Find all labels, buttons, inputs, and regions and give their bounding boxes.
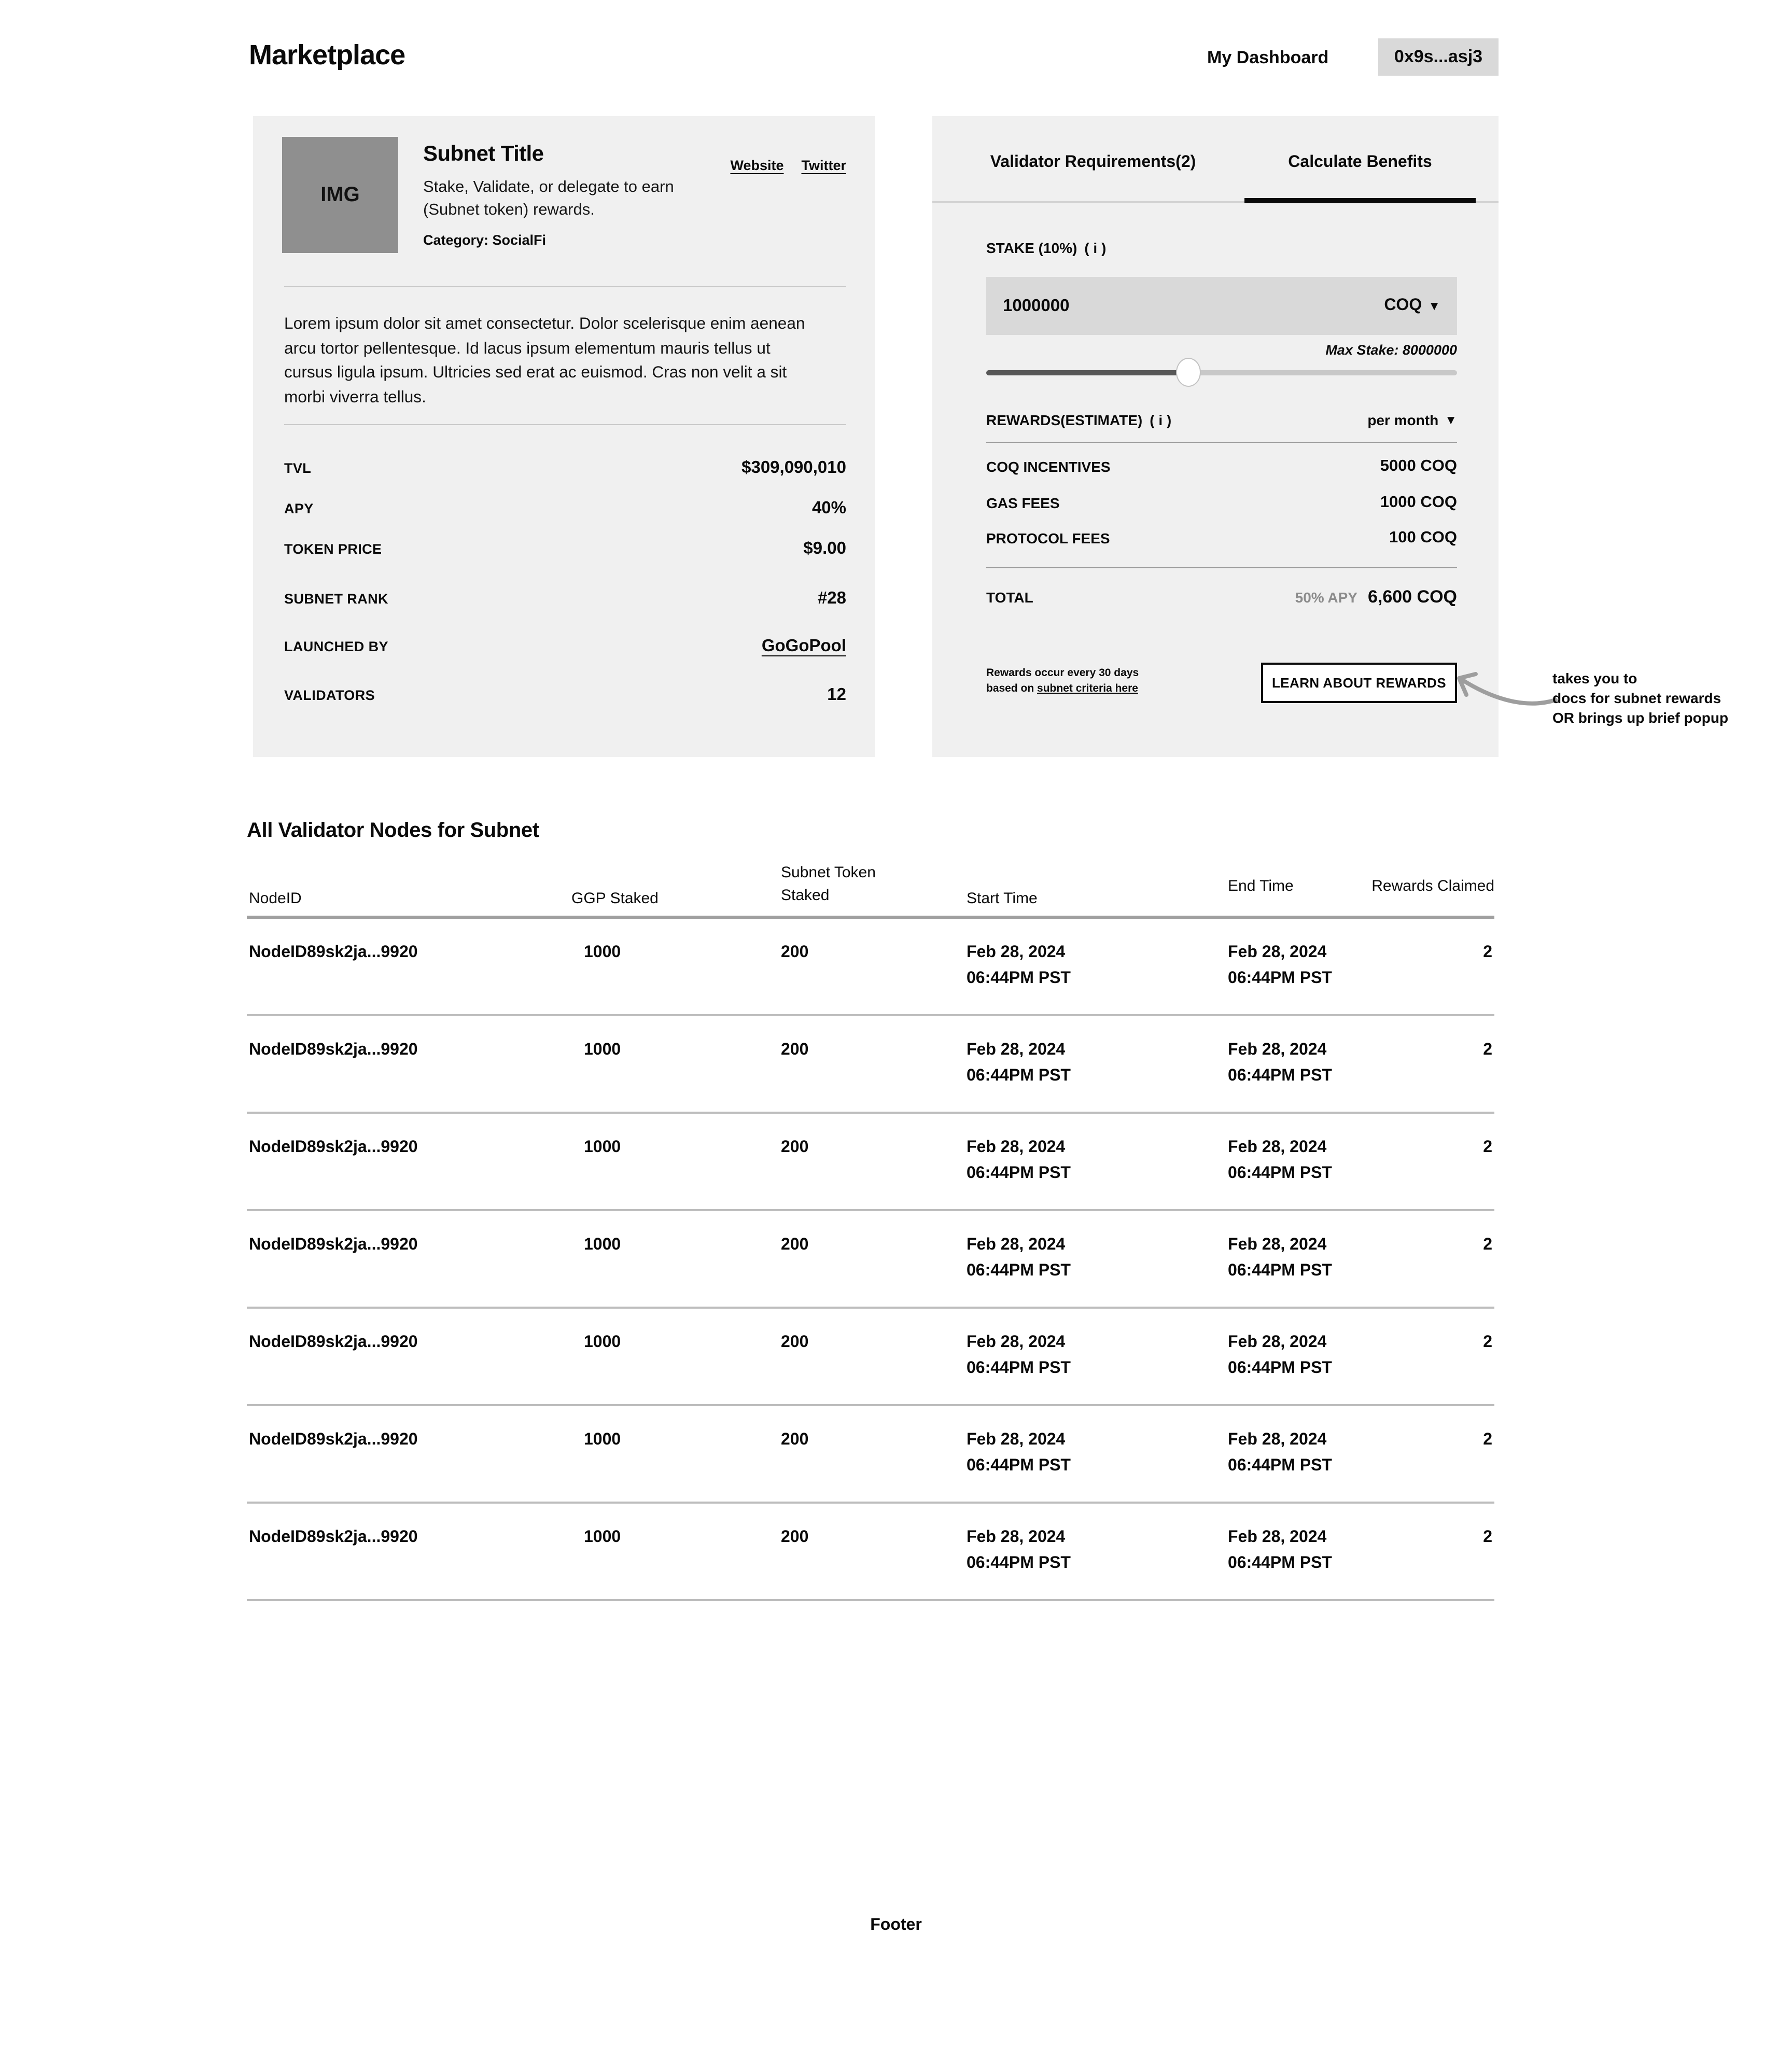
learn-about-rewards-button[interactable] bbox=[1261, 663, 1457, 703]
stat-row-apy bbox=[284, 498, 846, 518]
stat-row-tvl bbox=[284, 457, 846, 478]
slider-thumb[interactable] bbox=[1176, 358, 1201, 387]
cell-ggp-staked: 1000 bbox=[584, 1236, 621, 1254]
rewards-footer-row bbox=[986, 663, 1457, 703]
table-row bbox=[247, 1211, 1494, 1309]
end-time: 06:44PM PST bbox=[1228, 970, 1332, 987]
cell-subnet-token-staked: 200 bbox=[781, 1529, 809, 1546]
cell-subnet-token-staked: 200 bbox=[781, 944, 809, 961]
end-date: Feb 28, 2024 bbox=[1228, 1236, 1327, 1254]
table-row bbox=[247, 1504, 1494, 1601]
total-values bbox=[1295, 587, 1457, 608]
cell-subnet-token-staked: 200 bbox=[781, 1431, 809, 1449]
start-date: Feb 28, 2024 bbox=[967, 1529, 1066, 1546]
table-row bbox=[247, 919, 1494, 1016]
subnet-description: Lorem ipsum dolor sit amet consectetur. Dolor scelerisque enim aenean arcu tortor pellentesque. Id lacus ipsum elementum mauris tellus ut cursus ligula ipsum. Ultricies sed erat ac euismod. Cras non velit a sit morbi viverra tellus. bbox=[284, 315, 805, 406]
reward-row-value: 5000 COQ bbox=[1380, 457, 1457, 475]
stat-row-validators bbox=[284, 684, 846, 705]
cell-rewards-claimed: 2 bbox=[1483, 1334, 1492, 1351]
cell-rewards-claimed: 2 bbox=[1483, 1236, 1492, 1254]
cell-end-time bbox=[1228, 1504, 1398, 1599]
max-stake-label: Max Stake: 8000000 bbox=[1325, 342, 1457, 358]
annotation-arrow-icon bbox=[1448, 664, 1560, 713]
end-date: Feb 28, 2024 bbox=[1228, 1139, 1327, 1156]
period-dropdown[interactable] bbox=[1367, 412, 1457, 428]
stat-label: TOKEN PRICE bbox=[284, 541, 382, 556]
end-date: Feb 28, 2024 bbox=[1228, 1041, 1327, 1059]
stake-label-row bbox=[986, 239, 1457, 257]
slider-fill bbox=[986, 370, 1188, 375]
reward-row-label: PROTOCOL FEES bbox=[986, 530, 1110, 546]
tab-calculate-benefits[interactable]: Calculate Benefits bbox=[1288, 153, 1432, 171]
start-time: 06:44PM PST bbox=[967, 970, 1071, 987]
nav-my-dashboard[interactable]: My Dashboard bbox=[1207, 48, 1329, 67]
start-time: 06:44PM PST bbox=[967, 1067, 1071, 1085]
cell-rewards-claimed: 2 bbox=[1483, 944, 1492, 961]
cell-rewards-claimed: 2 bbox=[1483, 1431, 1492, 1449]
start-date: Feb 28, 2024 bbox=[967, 944, 1066, 961]
cell-end-time bbox=[1228, 1309, 1398, 1404]
reward-row-label: COQ INCENTIVES bbox=[986, 458, 1111, 475]
column-header-start-time: Start Time bbox=[967, 890, 1038, 907]
img-placeholder-label: IMG bbox=[320, 183, 360, 206]
total-label: TOTAL bbox=[986, 589, 1033, 606]
start-date: Feb 28, 2024 bbox=[967, 1041, 1066, 1059]
cell-ggp-staked: 1000 bbox=[584, 1334, 621, 1351]
cell-end-time bbox=[1228, 1114, 1398, 1209]
total-row bbox=[986, 586, 1457, 609]
total-apy: 50% APY bbox=[1295, 589, 1357, 606]
start-time: 06:44PM PST bbox=[967, 1165, 1071, 1182]
annotation-line: takes you to bbox=[1552, 670, 1637, 686]
cell-end-time bbox=[1228, 1406, 1398, 1502]
caret-down-icon: ▼ bbox=[1445, 413, 1457, 427]
reward-row-value: 100 COQ bbox=[1389, 529, 1457, 546]
cell-subnet-token-staked: 200 bbox=[781, 1334, 809, 1351]
stat-value: $309,090,010 bbox=[741, 458, 846, 476]
cell-node-id: NodeID89sk2ja...9920 bbox=[249, 1139, 418, 1156]
start-time: 06:44PM PST bbox=[967, 1554, 1071, 1572]
reward-row-coq-incentives bbox=[986, 457, 1457, 476]
active-tab-indicator bbox=[1244, 198, 1476, 203]
stat-row-token-price bbox=[284, 538, 846, 559]
cell-start-time bbox=[967, 919, 1228, 1014]
stat-row-launched-by bbox=[284, 636, 846, 656]
start-time: 06:44PM PST bbox=[967, 1359, 1071, 1377]
cell-subnet-token-staked: 200 bbox=[781, 1236, 809, 1254]
cell-ggp-staked: 1000 bbox=[584, 944, 621, 961]
table-header-row bbox=[247, 843, 1494, 919]
stat-value: $9.00 bbox=[803, 539, 846, 557]
column-header-nodeid: NodeID bbox=[249, 890, 302, 907]
validator-nodes-section bbox=[247, 809, 1494, 1601]
stat-value: #28 bbox=[817, 588, 846, 607]
table-body bbox=[247, 919, 1494, 1601]
learn-button-label: LEARN ABOUT REWARDS bbox=[1272, 675, 1446, 691]
reward-row-gas-fees bbox=[986, 494, 1457, 512]
end-date: Feb 28, 2024 bbox=[1228, 1431, 1327, 1449]
column-header-ggp-staked: GGP Staked bbox=[571, 890, 659, 907]
start-date: Feb 28, 2024 bbox=[967, 1431, 1066, 1449]
rewards-label: REWARDS(ESTIMATE) bbox=[986, 412, 1143, 428]
end-date: Feb 28, 2024 bbox=[1228, 1529, 1327, 1546]
cell-node-id: NodeID89sk2ja...9920 bbox=[249, 1236, 418, 1254]
subnet-info-card bbox=[253, 116, 875, 757]
stat-label: APY bbox=[284, 500, 314, 516]
stat-row-subnet-rank bbox=[284, 588, 846, 609]
end-date: Feb 28, 2024 bbox=[1228, 944, 1327, 961]
cell-node-id: NodeID89sk2ja...9920 bbox=[249, 1334, 418, 1351]
footnote-text: Rewards occur every 30 days based on bbox=[986, 667, 1139, 695]
start-time: 06:44PM PST bbox=[967, 1457, 1071, 1475]
stat-value: 40% bbox=[811, 498, 846, 517]
stake-amount-input[interactable] bbox=[1003, 296, 1210, 316]
rewards-header-row bbox=[986, 411, 1457, 429]
end-time: 06:44PM PST bbox=[1228, 1457, 1332, 1475]
wallet-address-label: 0x9s...asj3 bbox=[1394, 47, 1483, 66]
subnet-links bbox=[730, 158, 846, 173]
cell-node-id: NodeID89sk2ja...9920 bbox=[249, 1041, 418, 1059]
cell-ggp-staked: 1000 bbox=[584, 1529, 621, 1546]
end-time: 06:44PM PST bbox=[1228, 1262, 1332, 1280]
info-icon[interactable]: ( i ) bbox=[1150, 412, 1172, 428]
page-title: Marketplace bbox=[249, 39, 405, 71]
subnet-criteria-link[interactable]: subnet criteria here bbox=[1037, 682, 1138, 695]
stat-label: SUBNET RANK bbox=[284, 591, 388, 606]
start-date: Feb 28, 2024 bbox=[967, 1236, 1066, 1254]
table-title: All Validator Nodes for Subnet bbox=[247, 819, 539, 842]
currency-label: COQ bbox=[1384, 297, 1422, 314]
subnet-title: Subnet Title bbox=[423, 142, 544, 166]
divider bbox=[986, 442, 1457, 443]
cell-ggp-staked: 1000 bbox=[584, 1139, 621, 1156]
cell-start-time bbox=[967, 1406, 1228, 1502]
cell-node-id: NodeID89sk2ja...9920 bbox=[249, 1529, 418, 1546]
column-header-end-time: End Time bbox=[1228, 877, 1294, 895]
currency-dropdown[interactable] bbox=[1384, 297, 1440, 315]
cell-subnet-token-staked: 200 bbox=[781, 1139, 809, 1156]
table-row bbox=[247, 1309, 1494, 1406]
subnet-image-placeholder bbox=[282, 137, 398, 253]
cell-subnet-token-staked: 200 bbox=[781, 1041, 809, 1059]
reward-row-value: 1000 COQ bbox=[1380, 494, 1457, 511]
total-value: 6,600 COQ bbox=[1368, 587, 1457, 607]
cell-node-id: NodeID89sk2ja...9920 bbox=[249, 1431, 418, 1449]
start-time: 06:44PM PST bbox=[967, 1262, 1071, 1280]
subnet-stats bbox=[284, 457, 846, 705]
end-time: 06:44PM PST bbox=[1228, 1067, 1332, 1085]
stat-label: VALIDATORS bbox=[284, 687, 375, 703]
cell-rewards-claimed: 2 bbox=[1483, 1529, 1492, 1546]
reward-row-protocol-fees bbox=[986, 529, 1457, 548]
cell-start-time bbox=[967, 1504, 1228, 1599]
period-label: per month bbox=[1367, 412, 1439, 428]
annotation-line: docs for subnet rewards bbox=[1552, 690, 1721, 706]
table-row bbox=[247, 1406, 1494, 1504]
start-date: Feb 28, 2024 bbox=[967, 1139, 1066, 1156]
benefits-card bbox=[932, 116, 1499, 757]
end-time: 06:44PM PST bbox=[1228, 1554, 1332, 1572]
divider bbox=[284, 286, 846, 287]
column-header-rewards-claimed: Rewards Claimed bbox=[1371, 877, 1494, 895]
end-time: 06:44PM PST bbox=[1228, 1165, 1332, 1182]
cell-start-time bbox=[967, 1114, 1228, 1209]
rewards-label-group bbox=[986, 412, 1171, 428]
twitter-link[interactable]: Twitter bbox=[801, 158, 846, 173]
cell-end-time bbox=[1228, 1211, 1398, 1307]
cell-start-time bbox=[967, 1016, 1228, 1112]
stake-amount-field[interactable] bbox=[986, 277, 1457, 335]
divider bbox=[986, 567, 1457, 568]
cell-start-time bbox=[967, 1211, 1228, 1307]
stake-label: STAKE (10%) bbox=[986, 240, 1077, 256]
stake-slider[interactable] bbox=[986, 360, 1457, 385]
column-header-subnet-token-staked: Subnet Token Staked bbox=[781, 864, 876, 904]
stat-label: TVL bbox=[284, 460, 312, 475]
cell-ggp-staked: 1000 bbox=[584, 1041, 621, 1059]
website-link[interactable]: Website bbox=[730, 158, 784, 173]
cell-start-time bbox=[967, 1309, 1228, 1404]
end-time: 06:44PM PST bbox=[1228, 1359, 1332, 1377]
table-row bbox=[247, 1114, 1494, 1211]
start-date: Feb 28, 2024 bbox=[967, 1334, 1066, 1351]
info-icon[interactable]: ( i ) bbox=[1084, 240, 1107, 256]
cell-rewards-claimed: 2 bbox=[1483, 1041, 1492, 1059]
cell-end-time bbox=[1228, 919, 1398, 1014]
annotation-line: OR brings up brief popup bbox=[1552, 709, 1729, 726]
end-date: Feb 28, 2024 bbox=[1228, 1334, 1327, 1351]
caret-down-icon: ▼ bbox=[1428, 299, 1440, 313]
subnet-subtitle: Stake, Validate, or delegate to earn (Subnet token) rewards. bbox=[423, 178, 674, 219]
wallet-address-button[interactable] bbox=[1378, 38, 1499, 76]
stat-label: LAUNCHED BY bbox=[284, 638, 388, 654]
launched-by-link[interactable]: GoGoPool bbox=[761, 636, 846, 655]
stat-value: 12 bbox=[827, 685, 846, 704]
calculate-benefits-panel bbox=[932, 203, 1499, 703]
cell-node-id: NodeID89sk2ja...9920 bbox=[249, 944, 418, 961]
subnet-category: Category: SocialFi bbox=[423, 232, 547, 248]
tab-validator-requirements[interactable]: Validator Requirements(2) bbox=[990, 153, 1196, 171]
cell-end-time bbox=[1228, 1016, 1398, 1112]
cell-ggp-staked: 1000 bbox=[584, 1431, 621, 1449]
rewards-footnote bbox=[986, 663, 1152, 697]
design-annotation bbox=[1552, 669, 1728, 728]
table-row bbox=[247, 1016, 1494, 1114]
footer: Footer bbox=[870, 1916, 922, 1934]
divider bbox=[284, 424, 846, 425]
reward-row-label: GAS FEES bbox=[986, 495, 1060, 511]
subnet-header bbox=[423, 141, 693, 248]
cell-rewards-claimed: 2 bbox=[1483, 1139, 1492, 1156]
